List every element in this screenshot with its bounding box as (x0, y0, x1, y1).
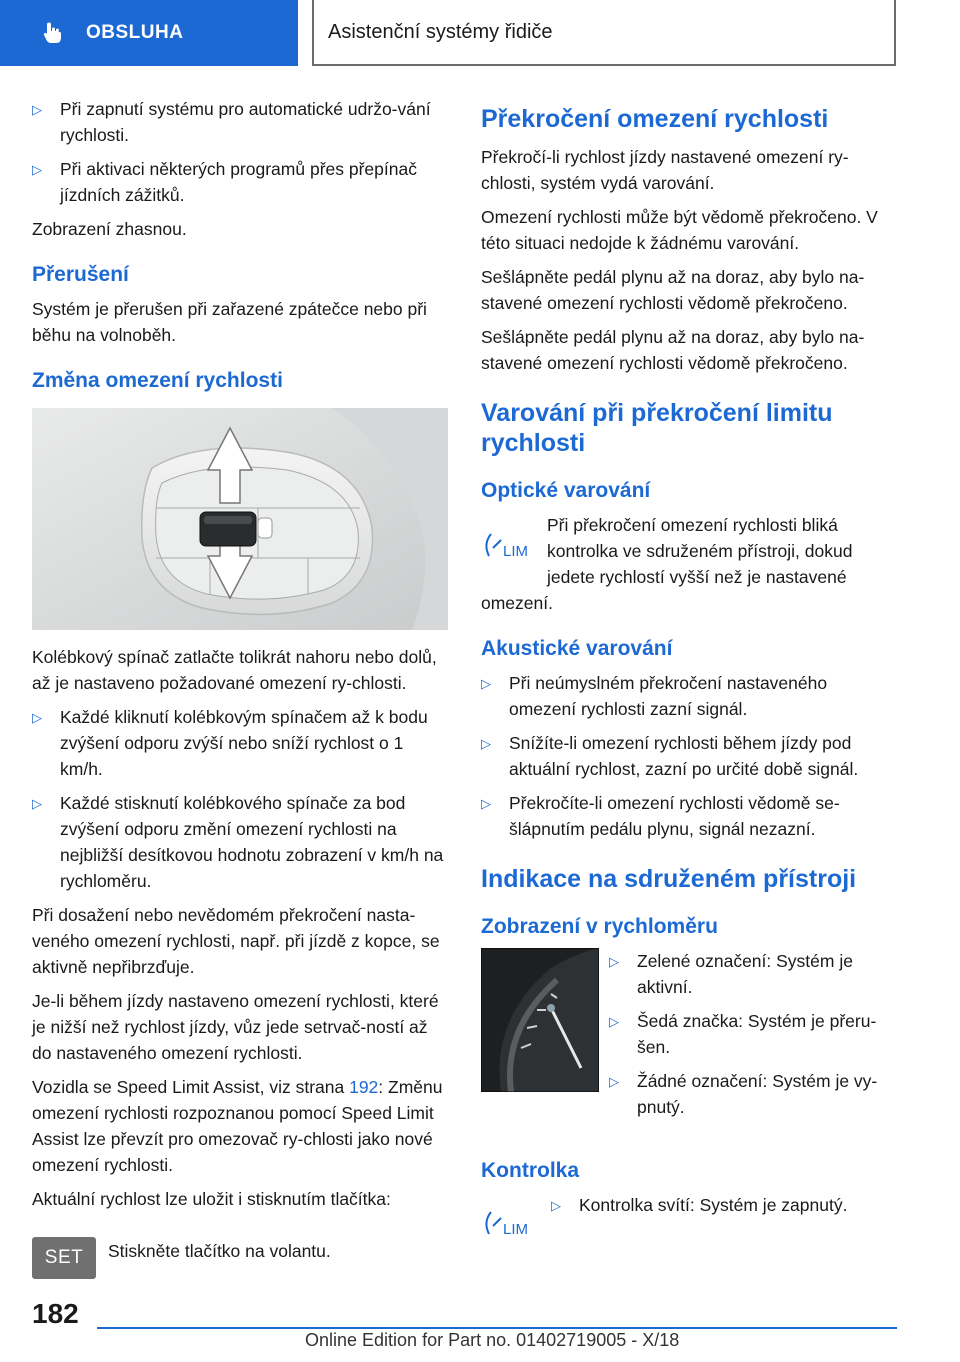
triangle-bullet-icon: ▷ (609, 954, 619, 969)
lim-indicator-icon (481, 526, 535, 566)
edition-footer: Online Edition for Part no. 01402719005 - X/18 (305, 1330, 680, 1350)
heading-optical: Optické varování (481, 479, 651, 502)
exceed-text-1: Překročí-li rychlost jízdy nastavené omezení ry-chlosti, systém vydá varování. (481, 147, 849, 193)
save-speed-text: Aktuální rychlost lze uložit i stisknutím tlačítka: (32, 1189, 391, 1209)
list-item: ▷ Snížíte-li omezení rychlosti během jízdy pod aktuální rychlost, zazní po určité době signál. (481, 730, 897, 782)
heading-change-limit: Změna omezení rychlosti (32, 369, 283, 392)
triangle-bullet-icon: ▷ (32, 710, 42, 725)
footer-divider (97, 1327, 897, 1329)
list-item: ▷ Při aktivaci některých programů přes přepínač jízdních zážitků. (32, 156, 448, 208)
lim-indicator-icon (481, 1204, 535, 1244)
exceed-text-3: Sešlápněte pedál plynu až na doraz, aby bylo na-stavené omezení rychlosti vědomě překročeno. (481, 267, 865, 313)
exceed-text-4: Sešlápněte pedál plynu až na doraz, aby bylo na-stavené omezení rychlosti vědomě překročeno. (481, 327, 865, 373)
heading-lamp: Kontrolka (481, 1159, 580, 1182)
svg-text:LIM: LIM (503, 1221, 529, 1238)
triangle-bullet-icon: ▷ (32, 102, 42, 117)
heading-warning: Varování při překročení limitu rychlosti (481, 399, 833, 457)
triangle-bullet-icon: ▷ (32, 796, 42, 811)
triangle-bullet-icon: ▷ (481, 676, 491, 691)
heading-indicator: Indikace na sdruženém přístroji (481, 865, 857, 893)
exceed-text-2: Omezení rychlosti může být vědomě překročeno. V této situaci nedojde k žádnému varování. (481, 207, 878, 253)
set-instruction: Stiskněte tlačítko na volantu. (108, 1241, 331, 1261)
chapter-title-box (312, 0, 896, 66)
triangle-bullet-icon: ▷ (481, 796, 491, 811)
list-item: ▷ Při neúmyslném překročení nastaveného omezení rychlosti zazní signál. (481, 670, 897, 722)
page-number: 182 (32, 1298, 79, 1329)
optical-text: Při překročení omezení rychlosti bliká kontrolka ve sdruženém přístroji, dokud jedete rychlostí vyšší než je nastavené omezení. (481, 515, 853, 613)
speedometer-photo (481, 948, 599, 1092)
interruption-text: Systém je přerušen při zařazené zpátečce nebo při běhu na volnoběh. (32, 299, 427, 345)
list-item: ▷ Kontrolka svítí: Systém je zapnutý. (551, 1192, 897, 1219)
reach-text: Při dosažení nebo nevědomém překročení nasta-veného omezení rychlosti, např. při jízdě z kopce, se aktivně nepřibrzďuje. (32, 905, 440, 977)
triangle-bullet-icon: ▷ (609, 1014, 619, 1029)
heading-interruption: Přerušení (32, 263, 129, 286)
lower-limit-text: Je-li během jízdy nastaveno omezení rychlosti, které je nižší než rychlost jízdy, vůz jede setrvač-ností až do nastaveného omezení rychlosti. (32, 991, 439, 1063)
triangle-bullet-icon: ▷ (609, 1074, 619, 1089)
speedo-bullets (609, 948, 897, 1128)
display-off-text: Zobrazení zhasnou. (32, 219, 187, 239)
page-header (0, 0, 960, 66)
triangle-bullet-icon: ▷ (551, 1198, 561, 1213)
triangle-bullet-icon: ▷ (32, 162, 42, 177)
left-column (32, 96, 448, 1220)
page-link[interactable]: 192 (349, 1077, 379, 1097)
svg-text:LIM: LIM (503, 543, 529, 560)
lamp-block (481, 1192, 897, 1244)
chapter-title: Asistenční systémy řidiče (328, 20, 553, 43)
optical-warning-block (481, 512, 897, 616)
set-button-icon: SET (32, 1237, 96, 1279)
steering-wheel-rocker-photo (32, 408, 448, 630)
list-item: ▷ Šedá značka: Systém je přeru-šen. (609, 1008, 897, 1060)
speed-limit-assist-text: Vozidla se Speed Limit Assist, viz strana 192: Změnu omezení rychlosti rozpoznanou pomocí Speed Limit Assist lze převzít pro omezovač ry-chlosti jako nové omezení rychlosti. (32, 1077, 443, 1175)
list-item: ▷ Při zapnutí systému pro automatické udržo-vání rychlosti. (32, 96, 448, 148)
list-item: ▷ Každé kliknutí kolébkovým spínačem až k bodu zvýšení odporu zvýší nebo sníží rychlost o 1 km/h. (32, 704, 448, 782)
heading-acoustic: Akustické varování (481, 637, 673, 660)
right-column (481, 96, 897, 1244)
list-item: ▷ Každé stisknutí kolébkového spínače za bod zvýšení odporu změní omezení rychlosti na nejbližší desítkovou hodnotu zobrazení v km/h na rychloměru. (32, 790, 448, 894)
list-item: ▷ Zelené označení: Systém je aktivní. (609, 948, 897, 1000)
list-item: ▷ Žádné označení: Systém je vy-pnutý. (609, 1068, 897, 1120)
list-item: ▷ Překročíte-li omezení rychlosti vědomě se-šlápnutím pedálu plynu, signál nezazní. (481, 790, 897, 842)
hand-icon (40, 20, 66, 46)
triangle-bullet-icon: ▷ (481, 736, 491, 751)
section-tab (0, 0, 298, 66)
section-tab-label: OBSLUHA (86, 22, 184, 43)
speedo-block (481, 948, 897, 1128)
rocker-text: Kolébkový spínač zatlačte tolikrát nahoru nebo dolů, až je nastaveno požadované omezení ry-chlosti. (32, 647, 437, 693)
heading-speedo: Zobrazení v rychloměru (481, 915, 718, 938)
heading-exceed-limit: Překročení omezení rychlosti (481, 105, 829, 133)
